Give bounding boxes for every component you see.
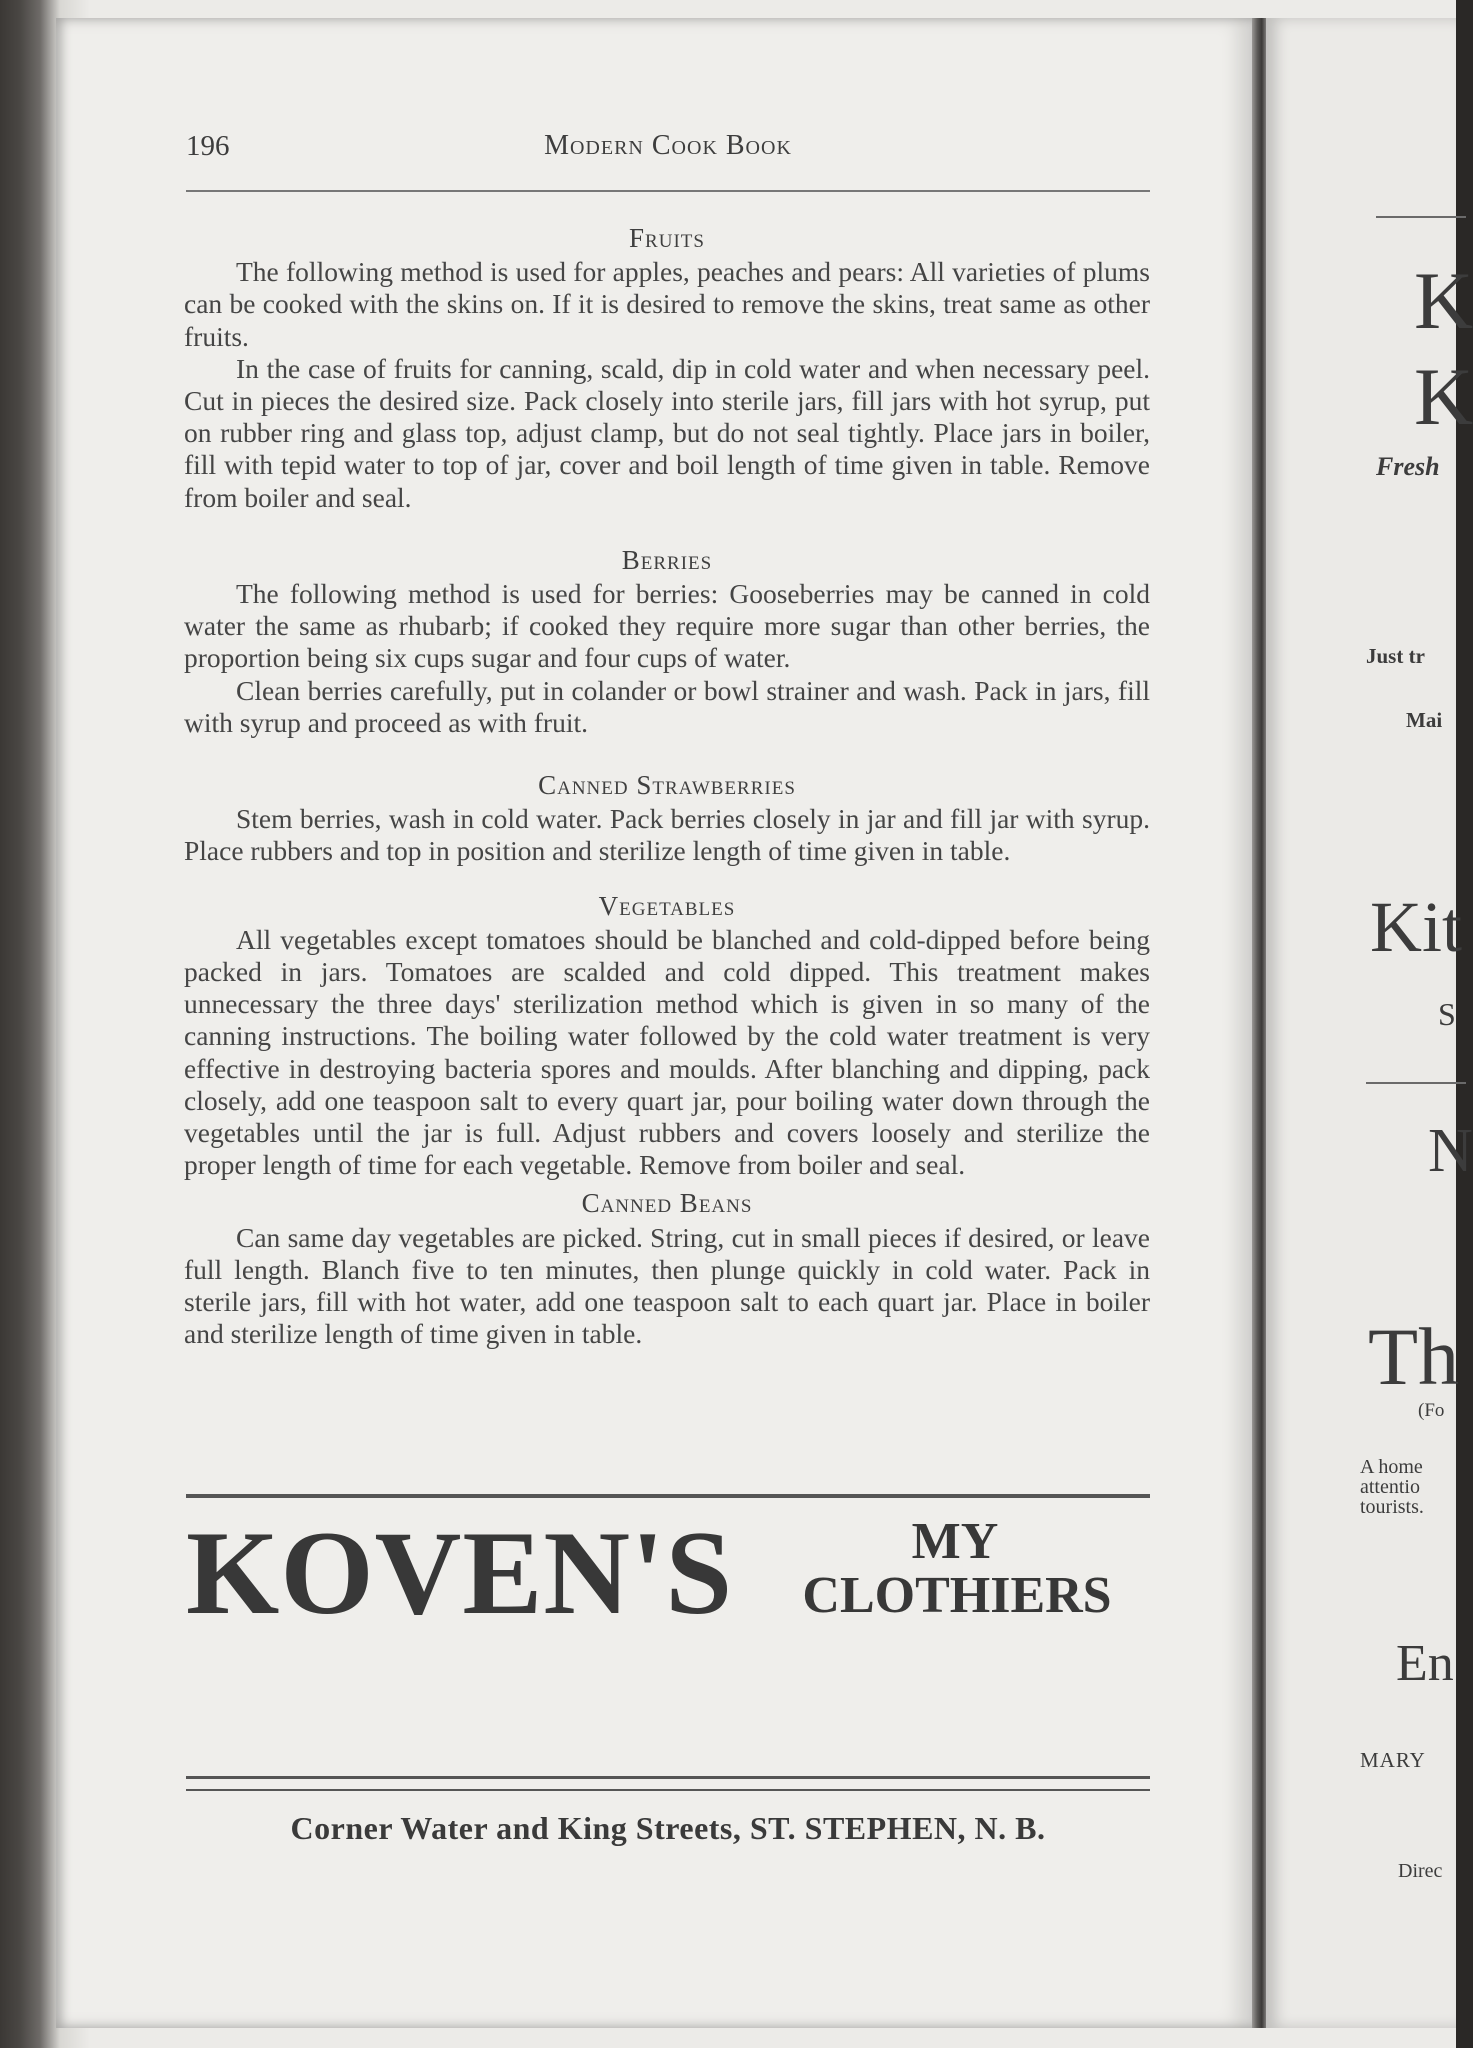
- facing-fragment: En: [1396, 1635, 1454, 1692]
- paragraph: Clean berries carefully, put in colander or bowl strainer and wash. Pack in jars, fill with syrup and proceed as with fruit.: [184, 674, 1150, 738]
- facing-fragment: Fresh: [1376, 452, 1440, 481]
- ad-brand-name: KOVEN'S: [186, 1506, 734, 1639]
- facing-page-rule: [1366, 1082, 1466, 1084]
- text-column: [184, 222, 1150, 1351]
- facing-fragment: tourists.: [1360, 1496, 1424, 1518]
- facing-fragment: Mai: [1406, 708, 1443, 732]
- ad-tagline-line1: MY: [911, 1513, 999, 1570]
- paragraph: Can same day vegetables are picked. String, cut in small pieces if desired, or leave full length. Blanch five to ten minutes, then plunge quickly in cold water. Pack in sterile jars, fill with hot water, add one teaspoon salt to each quart jar. Place in boiler and sterilize length of time given in table.: [184, 1221, 1150, 1350]
- facing-fragment: A home: [1360, 1456, 1423, 1478]
- facing-fragment: attentio: [1360, 1476, 1420, 1498]
- facing-fragment: N: [1428, 1117, 1473, 1185]
- paragraph: Stem berries, wash in cold water. Pack berries closely in jar and fill jar with syrup. Place rubbers and top in position and sterilize length of time given in table.: [184, 803, 1150, 867]
- ad-top-rule: [186, 1494, 1150, 1498]
- facing-fragment: Th: [1368, 1311, 1460, 1402]
- facing-fragment: Just tr: [1366, 644, 1425, 668]
- facing-fragment: MARY: [1360, 1748, 1426, 1772]
- ad-address: Corner Water and King Streets, ST. STEPHEN, N. B.: [290, 1810, 1046, 1846]
- section-heading-canned-beans: Canned Beans: [581, 1188, 753, 1219]
- paragraph: All vegetables except tomatoes should be blanched and cold-dipped before being packed in jars. Tomatoes are scalded and cold dipped. This treatment makes unnecessary the three days' sterilization method which is given in so many of the canning instructions. The boiling water followed by the cold water treatment is very effective in destroying bacteria spores and moulds. After blanching and dipping, pack closely, add one teaspoon salt to every quart jar, pour boiling water down through the vegetables until the jar is full. Adjust rubbers and covers loosely and sterilize the proper length of time for each vegetable. Remove from boiler and seal.: [184, 923, 1150, 1181]
- facing-fragment: Direc: [1398, 1860, 1443, 1882]
- facing-page-rule: [1376, 216, 1466, 218]
- section-heading-berries: Berries: [621, 544, 713, 575]
- facing-page: [1266, 18, 1473, 2028]
- paragraph: The following method is used for berries: Gooseberries may be canned in cold water the same as rhubarb; if cooked they require more sugar than other berries, the proportion being six cups sugar and four cups of water.: [184, 578, 1150, 674]
- page-number: 196: [186, 130, 230, 162]
- facing-fragment: K: [1414, 351, 1473, 442]
- ad-tagline-line2: CLOTHIERS: [802, 1567, 1112, 1624]
- running-header: [186, 130, 1150, 170]
- facing-fragment: S: [1438, 996, 1456, 1032]
- facing-fragment: (Fo: [1418, 1400, 1445, 1421]
- book-gutter: [1252, 18, 1266, 2028]
- section-heading-fruits: Fruits: [629, 223, 705, 253]
- paragraph: In the case of fruits for canning, scald, dip in cold water and when necessary peel. Cut in pieces the desired size. Pack closely into sterile jars, fill jars with hot syrup, put on rubber ring and glass top, adjust clamp, but do not seal tightly. Place jars in boiler, fill with tepid water to top of jar, cover and boil length of time given in table. Remove from boiler and seal.: [184, 352, 1150, 513]
- book-title: Modern Cook Book: [544, 130, 792, 161]
- section-heading-vegetables: Vegetables: [598, 890, 736, 921]
- ad-double-rule: [186, 1776, 1150, 1791]
- section-heading-canned-strawberries: Canned Strawberries: [538, 770, 796, 801]
- facing-fragment: K: [1414, 255, 1473, 346]
- paragraph: The following method is used for apples, peaches and pears: All varieties of plums can be cooked with the skins on. If it is desired to remove the skins, treat same as other fruits.: [184, 256, 1150, 352]
- facing-fragment: Kit: [1370, 887, 1463, 967]
- header-rule: [186, 190, 1150, 192]
